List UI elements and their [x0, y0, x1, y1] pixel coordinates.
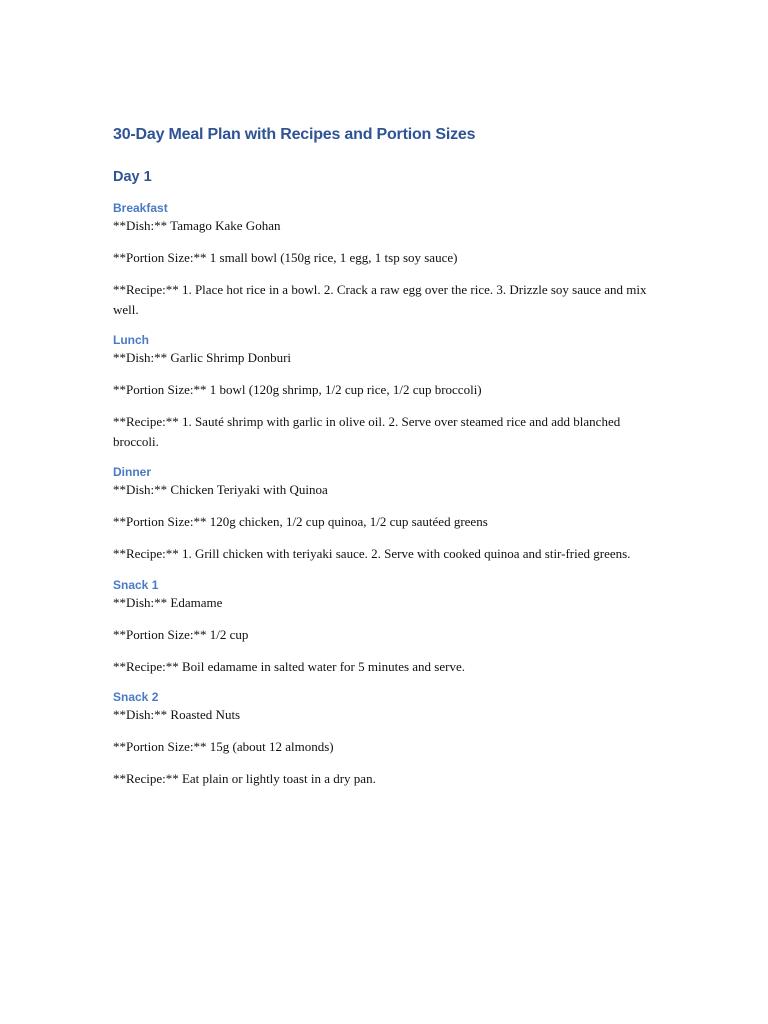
- meal-section-breakfast: [113, 200, 653, 319]
- meal-section-snack-1: [113, 577, 653, 677]
- recipe-line: **Recipe:** 1. Grill chicken with teriyaki sauce. 2. Serve with cooked quinoa and stir-fried greens.: [113, 546, 631, 561]
- meal-heading: Lunch: [113, 333, 149, 347]
- dish-line: **Dish:** Garlic Shrimp Donburi: [113, 350, 292, 365]
- dish-line: **Dish:** Chicken Teriyaki with Quinoa: [113, 482, 328, 497]
- portion-line: **Portion Size:** 1/2 cup: [113, 626, 249, 642]
- meal-heading: Dinner: [113, 465, 152, 479]
- portion-line: **Portion Size:** 1 small bowl (150g rice, 1 egg, 1 tsp soy sauce): [113, 250, 458, 265]
- document-page: [113, 122, 653, 802]
- meal-section-snack-2: [113, 689, 653, 789]
- portion-line: **Portion Size:** 1 bowl (120g shrimp, 1/2 cup rice, 1/2 cup broccoli): [113, 382, 482, 397]
- dish-line: **Dish:** Edamame: [113, 594, 223, 610]
- day-heading: Day 1: [113, 169, 152, 185]
- recipe-line: **Recipe:** Boil edamame in salted water for 5 minutes and serve.: [113, 658, 465, 674]
- meal-section-lunch: [113, 332, 653, 451]
- portion-line: **Portion Size:** 15g (about 12 almonds): [113, 739, 334, 754]
- meal-heading: Snack 2: [113, 690, 159, 704]
- dish-line: **Dish:** Tamago Kake Gohan: [113, 218, 281, 233]
- document-title: 30-Day Meal Plan with Recipes and Portion Sizes: [113, 126, 476, 143]
- recipe-line: **Recipe:** Eat plain or lightly toast in a dry pan.: [113, 771, 376, 786]
- recipe-line: **Recipe:** 1. Place hot rice in a bowl. 2. Crack a raw egg over the rice. 3. Drizzle soy sauce and mix well.: [113, 282, 647, 317]
- meal-heading: Breakfast: [113, 201, 168, 215]
- portion-line: **Portion Size:** 120g chicken, 1/2 cup quinoa, 1/2 cup sautéed greens: [113, 514, 488, 529]
- recipe-line: **Recipe:** 1. Sauté shrimp with garlic in olive oil. 2. Serve over steamed rice and add blanched broccoli.: [113, 414, 621, 449]
- dish-line: **Dish:** Roasted Nuts: [113, 707, 241, 722]
- meal-heading: Snack 1: [113, 577, 159, 592]
- meal-section-dinner: [113, 464, 653, 564]
